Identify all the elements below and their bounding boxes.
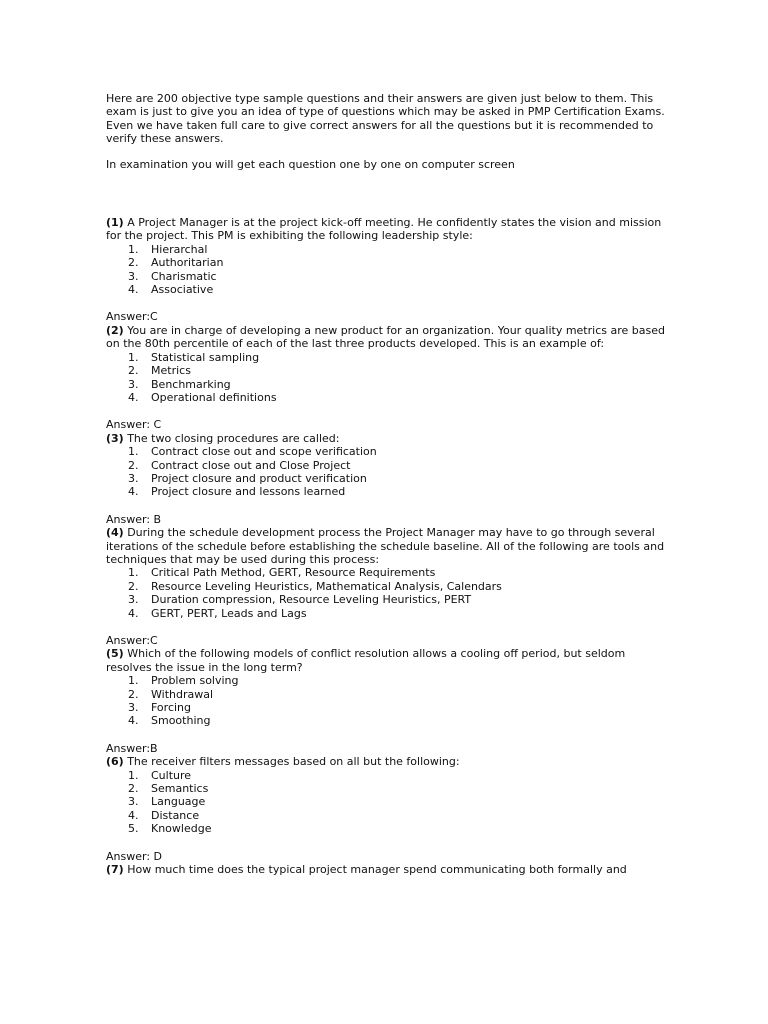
option-item: 3. Language — [128, 795, 206, 809]
option-item: 3. Duration compression, Resource Leveling Heuristics, PERT — [128, 593, 472, 607]
question-number: (2) — [106, 323, 124, 337]
question-stem: How much time does the typical project manager spend communicating both formally and — [123, 863, 627, 877]
options-list — [106, 769, 666, 836]
option-item: 2. Withdrawal — [128, 687, 214, 701]
question-stem: The two closing procedures are called: — [123, 431, 340, 445]
question-text — [106, 432, 666, 445]
option-item: 1. Critical Path Method, GERT, Resource Requirements — [128, 566, 436, 580]
answer-text: Answer:C — [106, 310, 158, 324]
options-list — [106, 445, 666, 499]
question-text — [106, 755, 666, 768]
answer-text: Answer:C — [106, 634, 158, 647]
question-stem: You are in charge of developing a new product for an organization. Your quality metrics are based on the 80th percentile of each of the last three products developed. This is an example of: — [106, 323, 665, 351]
question-text — [106, 647, 666, 674]
option-item: 1. Problem solving — [128, 674, 239, 688]
option-item: 1. Culture — [128, 768, 192, 782]
question-block — [106, 324, 666, 432]
question-number: (6) — [106, 755, 124, 769]
option-item: 1. Statistical sampling — [128, 350, 260, 364]
question-block — [106, 647, 666, 755]
question-stem: A Project Manager is at the project kick-off meeting. He confidently states the vision and mission for the project. This PM is exhibiting the following leadership style: — [106, 216, 662, 243]
question-number: (7) — [106, 863, 124, 877]
option-item: 5. Knowledge — [128, 822, 212, 836]
question-block — [106, 755, 666, 863]
options-list — [106, 566, 666, 620]
question-stem: The receiver filters messages based on all but the following: — [123, 755, 460, 769]
options-list — [106, 351, 666, 405]
option-item: 4. Distance — [128, 808, 200, 822]
options-list — [106, 674, 666, 728]
document-page — [106, 92, 666, 877]
question-text — [106, 216, 666, 243]
option-item: 2. Resource Leveling Heuristics, Mathematical Analysis, Calendars — [128, 579, 502, 593]
answer-text: Answer: B — [106, 512, 162, 526]
option-item: 3. Forcing — [128, 701, 192, 715]
question-block — [106, 526, 666, 647]
option-item: 3. Charismatic — [128, 269, 217, 283]
answer-text: Answer: C — [106, 418, 162, 432]
option-item: 2. Authoritarian — [128, 256, 224, 270]
question-number: (3) — [106, 431, 124, 445]
question-block — [106, 863, 666, 876]
spacer — [106, 171, 666, 216]
option-item: 4. Project closure and lessons learned — [128, 485, 346, 499]
answer-text: Answer:B — [106, 741, 158, 755]
question-stem: During the schedule development process the Project Manager may have to go through several iterations of the schedule before establishing the schedule baseline. All of the following are tools and techniques that may be used during this process: — [106, 526, 665, 566]
question-stem: Which of the following models of conflict resolution allows a cooling off period, but seldom resolves the issue in the long term? — [106, 647, 626, 674]
question-block — [106, 216, 666, 324]
option-item: 3. Project closure and product verification — [128, 471, 367, 485]
options-list — [106, 243, 666, 297]
question-text — [106, 324, 666, 351]
option-item: 4. GERT, PERT, Leads and Lags — [128, 606, 307, 620]
option-item: 1. Hierarchal — [128, 242, 208, 256]
option-item: 4. Operational definitions — [128, 390, 277, 404]
question-text — [106, 526, 666, 566]
intro-paragraph: Here are 200 objective type sample questions and their answers are given just below to them. This exam is just to give you an idea of type of questions which may be asked in PMP Certification Exams. Even we have taken full care to give correct answers for all the questions but it is recommended to verify these answers. — [106, 92, 665, 146]
option-item: 4. Smoothing — [128, 714, 211, 728]
question-number: (4) — [106, 526, 124, 540]
option-item: 1. Contract close out and scope verification — [128, 445, 377, 459]
question-text — [106, 863, 666, 876]
option-item: 2. Semantics — [128, 782, 209, 796]
question-number: (5) — [106, 647, 124, 661]
intro-note: In examination you will get each question one by one on computer screen — [106, 157, 515, 171]
question-number: (1) — [106, 216, 124, 230]
option-item: 4. Associative — [128, 283, 214, 297]
answer-text: Answer: D — [106, 849, 162, 863]
option-item: 2. Metrics — [128, 364, 191, 378]
option-item: 2. Contract close out and Close Project — [128, 458, 351, 472]
option-item: 3. Benchmarking — [128, 377, 231, 391]
question-block — [106, 432, 666, 526]
